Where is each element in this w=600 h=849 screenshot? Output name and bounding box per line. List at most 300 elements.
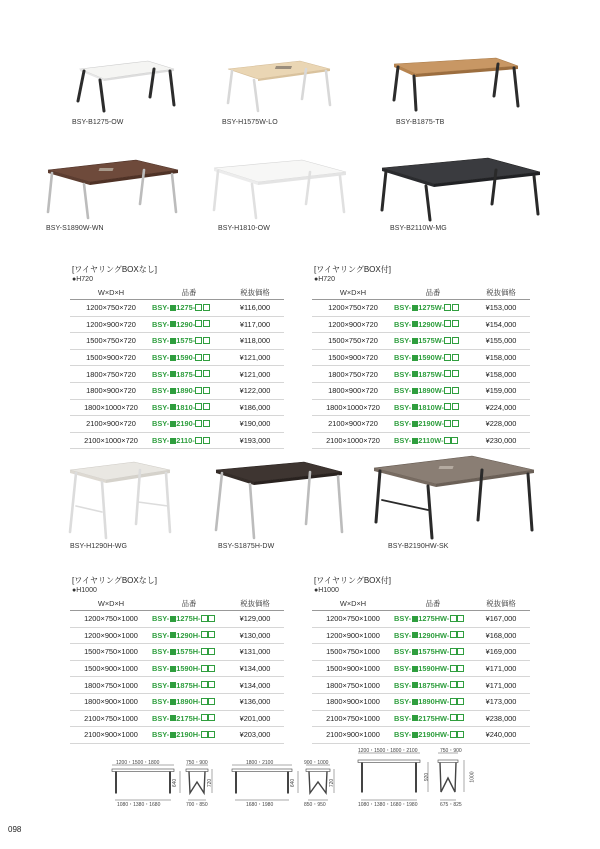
product-label: BSY-B1275-OW (72, 119, 124, 126)
col-header-size: W×D×H (70, 286, 152, 300)
placeholder-box-icon (450, 615, 457, 622)
price-cell: ¥136,000 (226, 693, 284, 710)
placeholder-box-icon (203, 370, 210, 377)
table-row (312, 432, 530, 449)
product-code-cell: BSY- 2175HW- (394, 710, 472, 727)
product-code-cell: BSY- 1875H- (152, 677, 226, 694)
placeholder-box-icon (195, 387, 202, 394)
placeholder-box-icon (457, 731, 464, 738)
price-cell: ¥153,000 (472, 300, 530, 317)
table-row (312, 627, 530, 644)
table-row (312, 416, 530, 433)
placeholder-box-icon (452, 304, 459, 311)
placeholder-box-icon (450, 714, 457, 721)
placeholder-box-icon (203, 304, 210, 311)
placeholder-square-icon (412, 338, 418, 344)
dimension-label: 1200・1500・1800 (116, 760, 160, 766)
placeholder-square-icon (412, 632, 418, 638)
size-cell: 1200×750×720 (70, 300, 152, 317)
product-code-cell: BSY- 1875HW- (394, 677, 472, 694)
product-photo-bsy-s1875h-dw (208, 458, 348, 542)
placeholder-box-icon (457, 714, 464, 721)
size-cell: 1800×1000×720 (70, 399, 152, 416)
placeholder-square-icon (170, 421, 176, 427)
product-code-cell: BSY- 1875- (152, 366, 226, 383)
size-cell: 1500×900×1000 (312, 660, 394, 677)
product-code-cell: BSY- 1890H- (152, 693, 226, 710)
placeholder-box-icon (201, 714, 208, 721)
size-cell: 1200×900×1000 (70, 627, 152, 644)
price-cell: ¥238,000 (472, 710, 530, 727)
product-code-cell: BSY- 1590HW- (394, 660, 472, 677)
dimension-label: 1000 (469, 771, 476, 783)
placeholder-box-icon (452, 320, 459, 327)
product-code-cell: BSY- 1575HW- (394, 644, 472, 661)
placeholder-box-icon (208, 714, 215, 721)
price-cell: ¥230,000 (472, 432, 530, 449)
section-title: [ワイヤリングBOXなし] (72, 576, 157, 585)
product-code-cell: BSY- 1810W- (394, 399, 472, 416)
table-row (70, 660, 284, 677)
table-row (70, 382, 284, 399)
placeholder-square-icon (412, 404, 418, 410)
price-cell: ¥201,000 (226, 710, 284, 727)
product-photo-bsy-h1575w-lo (222, 55, 334, 115)
size-cell: 1500×900×720 (312, 349, 394, 366)
col-header-price: 税抜価格 (472, 286, 530, 300)
placeholder-box-icon (195, 337, 202, 344)
placeholder-box-icon (195, 370, 202, 377)
placeholder-box-icon (457, 681, 464, 688)
placeholder-square-icon (412, 438, 418, 444)
product-label: BSY-H1575W-LO (222, 119, 278, 126)
product-code-cell: BSY- 1875W- (394, 366, 472, 383)
page-number: 098 (8, 825, 22, 834)
height-note: ●H720 (314, 276, 335, 283)
col-header-price: 税抜価格 (472, 597, 530, 611)
price-cell: ¥168,000 (472, 627, 530, 644)
placeholder-square-icon (170, 632, 176, 638)
size-cell: 1800×900×720 (312, 382, 394, 399)
table-row (312, 399, 530, 416)
price-cell: ¥121,000 (226, 349, 284, 366)
product-code-cell: BSY- 1575H- (152, 644, 226, 661)
price-cell: ¥155,000 (472, 333, 530, 350)
placeholder-box-icon (195, 354, 202, 361)
size-cell: 2100×900×720 (312, 416, 394, 433)
col-header-size: W×D×H (312, 597, 394, 611)
price-cell: ¥158,000 (472, 366, 530, 383)
product-code-cell: BSY- 1275W- (394, 300, 472, 317)
size-cell: 1200×900×720 (312, 316, 394, 333)
placeholder-square-icon (412, 371, 418, 377)
placeholder-box-icon (444, 403, 451, 410)
price-cell: ¥203,000 (226, 727, 284, 744)
placeholder-box-icon (201, 681, 208, 688)
table-row (312, 382, 530, 399)
col-header-code: 品番 (152, 597, 226, 611)
placeholder-box-icon (452, 403, 459, 410)
placeholder-box-icon (444, 354, 451, 361)
placeholder-box-icon (457, 631, 464, 638)
price-table-h720-no-box (70, 286, 284, 449)
section-title: [ワイヤリングBOX付] (314, 576, 391, 585)
dimension-label: 920 (424, 772, 431, 782)
size-cell: 2100×900×1000 (312, 727, 394, 744)
price-table-h1000-no-box (70, 597, 284, 744)
placeholder-square-icon (412, 421, 418, 427)
placeholder-box-icon (201, 631, 208, 638)
table-row (70, 416, 284, 433)
size-cell: 1800×750×1000 (312, 677, 394, 694)
dimension-label: 750・900 (186, 760, 208, 766)
placeholder-box-icon (208, 631, 215, 638)
size-cell: 1800×900×720 (70, 382, 152, 399)
table-row (70, 399, 284, 416)
table-row (70, 644, 284, 661)
product-label: BSY-B1875-TB (396, 119, 445, 126)
dimension-label: 1800・2100 (246, 760, 274, 766)
placeholder-square-icon (170, 388, 176, 394)
price-cell: ¥130,000 (226, 627, 284, 644)
placeholder-square-icon (412, 321, 418, 327)
placeholder-box-icon (208, 731, 215, 738)
size-cell: 1800×750×720 (312, 366, 394, 383)
table-row (312, 660, 530, 677)
placeholder-box-icon (208, 665, 215, 672)
table-row (312, 316, 530, 333)
product-label: BSY-S1875H-DW (218, 543, 275, 550)
size-cell: 1200×750×1000 (70, 611, 152, 628)
placeholder-square-icon (170, 321, 176, 327)
product-label: BSY-H1290H-WG (70, 543, 128, 550)
height-note: ●H1000 (72, 587, 97, 594)
price-cell: ¥190,000 (226, 416, 284, 433)
table-body (70, 300, 284, 449)
placeholder-box-icon (444, 420, 451, 427)
placeholder-box-icon (195, 304, 202, 311)
table-row (70, 727, 284, 744)
placeholder-box-icon (457, 615, 464, 622)
dimension-diagram-3 (356, 748, 486, 804)
product-code-cell: BSY- 1575W- (394, 333, 472, 350)
placeholder-square-icon (170, 305, 176, 311)
product-code-cell: BSY- 2190H- (152, 727, 226, 744)
dimension-label: 700・850 (186, 802, 208, 808)
placeholder-square-icon (412, 699, 418, 705)
placeholder-square-icon (170, 715, 176, 721)
product-photo-bsy-b2190hw-sk (370, 454, 538, 542)
placeholder-square-icon (170, 732, 176, 738)
placeholder-box-icon (203, 420, 210, 427)
product-code-cell: BSY- 2190- (152, 416, 226, 433)
col-header-price: 税抜価格 (226, 286, 284, 300)
placeholder-box-icon (450, 731, 457, 738)
product-code-cell: BSY- 2190W- (394, 416, 472, 433)
placeholder-box-icon (203, 337, 210, 344)
table-row (312, 710, 530, 727)
placeholder-box-icon (201, 698, 208, 705)
placeholder-box-icon (444, 320, 451, 327)
product-photo-bsy-h1810-ow (210, 156, 350, 222)
placeholder-box-icon (195, 320, 202, 327)
placeholder-box-icon (452, 354, 459, 361)
size-cell: 2100×900×720 (70, 416, 152, 433)
col-header-price: 税抜価格 (226, 597, 284, 611)
dimension-label: 720 (207, 778, 214, 788)
product-photo-bsy-s1890w-wn (44, 156, 182, 222)
table-body (312, 611, 530, 744)
price-cell: ¥134,000 (226, 677, 284, 694)
placeholder-box-icon (450, 681, 457, 688)
dimension-label: 720 (329, 778, 336, 788)
product-code-cell: BSY- 1590- (152, 349, 226, 366)
placeholder-box-icon (208, 615, 215, 622)
price-table-h1000-with-box (312, 597, 530, 744)
placeholder-square-icon (170, 438, 176, 444)
section-title: [ワイヤリングBOX付] (314, 265, 391, 274)
size-cell: 1800×750×720 (70, 366, 152, 383)
col-header-size: W×D×H (312, 286, 394, 300)
size-cell: 1200×900×1000 (312, 627, 394, 644)
placeholder-box-icon (201, 731, 208, 738)
price-cell: ¥158,000 (472, 349, 530, 366)
height-note: ●H720 (72, 276, 93, 283)
table-row (70, 710, 284, 727)
size-cell: 2100×900×1000 (70, 727, 152, 744)
placeholder-square-icon (412, 355, 418, 361)
product-code-cell: BSY- 1275H- (152, 611, 226, 628)
dimension-label: 1680・1980 (246, 802, 274, 808)
product-photo-bsy-b2110w-mg (378, 156, 544, 224)
price-cell: ¥167,000 (472, 611, 530, 628)
table-row (70, 316, 284, 333)
placeholder-box-icon (203, 320, 210, 327)
placeholder-box-icon (444, 304, 451, 311)
col-header-code: 品番 (394, 286, 472, 300)
product-code-cell: BSY- 1290HW- (394, 627, 472, 644)
table-body (70, 611, 284, 744)
price-cell: ¥117,000 (226, 316, 284, 333)
col-header-size: W×D×H (70, 597, 152, 611)
placeholder-box-icon (444, 437, 451, 444)
placeholder-square-icon (170, 338, 176, 344)
table-row (312, 349, 530, 366)
product-code-cell: BSY- 1590W- (394, 349, 472, 366)
placeholder-square-icon (412, 715, 418, 721)
placeholder-box-icon (203, 387, 210, 394)
product-code-cell: BSY- 1890- (152, 382, 226, 399)
dimension-label: 675・825 (440, 802, 462, 808)
price-cell: ¥224,000 (472, 399, 530, 416)
dimension-label: 640 (290, 778, 297, 788)
placeholder-box-icon (203, 354, 210, 361)
placeholder-box-icon (208, 648, 215, 655)
table-row (70, 349, 284, 366)
placeholder-box-icon (444, 337, 451, 344)
table-body (312, 300, 530, 449)
placeholder-box-icon (450, 631, 457, 638)
price-cell: ¥159,000 (472, 382, 530, 399)
table-row (70, 693, 284, 710)
dimension-label: 750・900 (440, 748, 462, 754)
product-label: BSY-H1810-OW (218, 225, 270, 232)
table-row (70, 611, 284, 628)
placeholder-box-icon (208, 698, 215, 705)
price-table-h720-with-box (312, 286, 530, 449)
placeholder-square-icon (412, 305, 418, 311)
size-cell: 2100×750×1000 (70, 710, 152, 727)
placeholder-box-icon (452, 387, 459, 394)
price-cell: ¥193,000 (226, 432, 284, 449)
placeholder-square-icon (412, 388, 418, 394)
size-cell: 2100×1000×720 (312, 432, 394, 449)
price-cell: ¥154,000 (472, 316, 530, 333)
table-row (312, 693, 530, 710)
product-code-cell: BSY- 1890HW- (394, 693, 472, 710)
price-cell: ¥171,000 (472, 677, 530, 694)
placeholder-square-icon (170, 404, 176, 410)
dimension-label: 1080・1380・1680 (117, 802, 161, 808)
table-row (70, 333, 284, 350)
size-cell: 2100×750×1000 (312, 710, 394, 727)
table-row (312, 333, 530, 350)
product-photo-bsy-b1275-ow (70, 55, 180, 115)
dimension-label: 640 (172, 778, 179, 788)
size-cell: 1500×750×720 (70, 333, 152, 350)
placeholder-box-icon (450, 665, 457, 672)
product-code-cell: BSY- 1575- (152, 333, 226, 350)
size-cell: 1500×750×1000 (312, 644, 394, 661)
placeholder-square-icon (170, 649, 176, 655)
dimension-label: 1200・1500・1800・2100 (358, 748, 418, 754)
placeholder-box-icon (450, 648, 457, 655)
dimension-label: 850・950 (304, 802, 326, 808)
size-cell: 1500×900×1000 (70, 660, 152, 677)
product-code-cell: BSY- 1890W- (394, 382, 472, 399)
price-cell: ¥171,000 (472, 660, 530, 677)
placeholder-square-icon (170, 682, 176, 688)
product-code-cell: BSY- 1275- (152, 300, 226, 317)
placeholder-box-icon (195, 420, 202, 427)
price-cell: ¥118,000 (226, 333, 284, 350)
placeholder-box-icon (457, 698, 464, 705)
price-cell: ¥169,000 (472, 644, 530, 661)
placeholder-box-icon (457, 665, 464, 672)
dimension-label: 900・1000 (304, 760, 329, 766)
product-label: BSY-B2190HW-SK (388, 543, 449, 550)
placeholder-box-icon (457, 648, 464, 655)
table-row (312, 300, 530, 317)
placeholder-square-icon (412, 616, 418, 622)
placeholder-box-icon (452, 420, 459, 427)
placeholder-box-icon (208, 681, 215, 688)
size-cell: 1500×750×1000 (70, 644, 152, 661)
product-code-cell: BSY- 1290H- (152, 627, 226, 644)
table-row (312, 644, 530, 661)
table-row (70, 300, 284, 317)
table-row (312, 611, 530, 628)
size-cell: 1800×750×1000 (70, 677, 152, 694)
price-cell: ¥134,000 (226, 660, 284, 677)
size-cell: 1200×900×720 (70, 316, 152, 333)
placeholder-box-icon (452, 337, 459, 344)
product-code-cell: BSY- 1810- (152, 399, 226, 416)
placeholder-square-icon (170, 616, 176, 622)
placeholder-square-icon (170, 666, 176, 672)
col-header-code: 品番 (152, 286, 226, 300)
placeholder-box-icon (201, 615, 208, 622)
size-cell: 1200×750×720 (312, 300, 394, 317)
table-row (70, 366, 284, 383)
price-cell: ¥186,000 (226, 399, 284, 416)
size-cell: 1200×750×1000 (312, 611, 394, 628)
product-label: BSY-S1890W-WN (46, 225, 104, 232)
product-code-cell: BSY- 2190HW- (394, 727, 472, 744)
product-code-cell: BSY- 2175H- (152, 710, 226, 727)
placeholder-square-icon (412, 666, 418, 672)
product-code-cell: BSY- 1590H- (152, 660, 226, 677)
table-row (70, 677, 284, 694)
placeholder-box-icon (203, 403, 210, 410)
table-row (70, 432, 284, 449)
product-code-cell: BSY- 2110W- (394, 432, 472, 449)
placeholder-box-icon (450, 698, 457, 705)
price-cell: ¥116,000 (226, 300, 284, 317)
product-photo-bsy-h1290h-wg (62, 458, 176, 542)
table-row (312, 677, 530, 694)
placeholder-box-icon (452, 370, 459, 377)
product-code-cell: BSY- 2110- (152, 432, 226, 449)
placeholder-box-icon (203, 437, 210, 444)
height-note: ●H1000 (314, 587, 339, 594)
section-title: [ワイヤリングBOXなし] (72, 265, 157, 274)
size-cell: 1800×1000×720 (312, 399, 394, 416)
product-code-cell: BSY- 1290- (152, 316, 226, 333)
price-cell: ¥129,000 (226, 611, 284, 628)
size-cell: 1800×900×1000 (70, 693, 152, 710)
placeholder-box-icon (201, 665, 208, 672)
table-row (312, 366, 530, 383)
placeholder-box-icon (195, 437, 202, 444)
table-row (312, 727, 530, 744)
placeholder-square-icon (170, 355, 176, 361)
placeholder-square-icon (412, 732, 418, 738)
placeholder-box-icon (444, 370, 451, 377)
product-code-cell: BSY- 1290W- (394, 316, 472, 333)
dimension-label: 1080・1380・1680・1980 (358, 802, 418, 808)
table-row (70, 627, 284, 644)
product-label: BSY-B2110W-MG (390, 225, 447, 232)
price-cell: ¥131,000 (226, 644, 284, 661)
placeholder-square-icon (170, 699, 176, 705)
placeholder-square-icon (170, 371, 176, 377)
price-cell: ¥122,000 (226, 382, 284, 399)
price-cell: ¥173,000 (472, 693, 530, 710)
product-code-cell: BSY- 1275HW- (394, 611, 472, 628)
placeholder-box-icon (201, 648, 208, 655)
price-cell: ¥240,000 (472, 727, 530, 744)
placeholder-square-icon (412, 649, 418, 655)
size-cell: 1800×900×1000 (312, 693, 394, 710)
size-cell: 1500×750×720 (312, 333, 394, 350)
size-cell: 2100×1000×720 (70, 432, 152, 449)
placeholder-box-icon (195, 403, 202, 410)
price-cell: ¥228,000 (472, 416, 530, 433)
placeholder-square-icon (412, 682, 418, 688)
col-header-code: 品番 (394, 597, 472, 611)
product-photo-bsy-b1875-tb (386, 54, 522, 116)
